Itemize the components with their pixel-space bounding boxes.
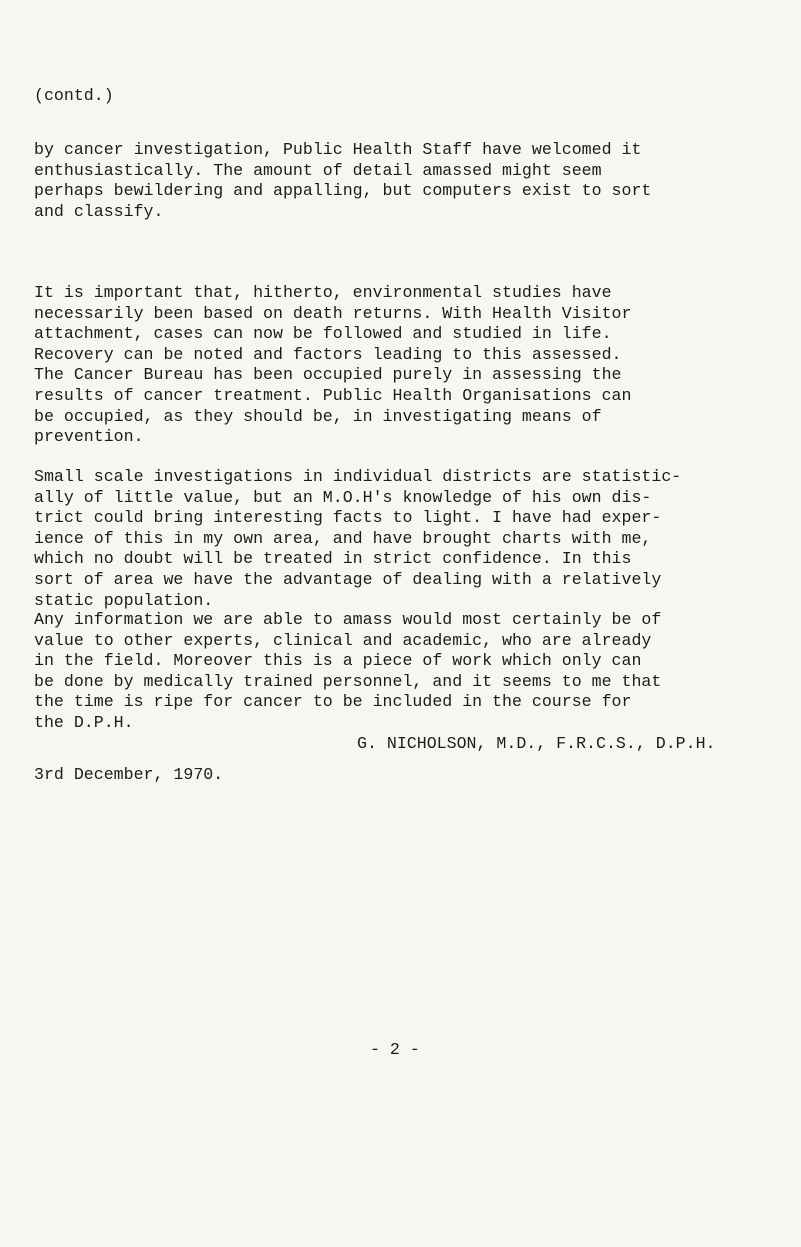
paragraph-4 <box>34 610 661 734</box>
page-number: - 2 - <box>370 1040 420 1059</box>
continued-label: (contd.) <box>34 86 114 105</box>
paragraph-1 <box>34 140 651 222</box>
paragraph-1-line-3: perhaps bewildering and appalling, but computers exist to sort <box>34 181 652 201</box>
paragraph-2-line-4: Recovery can be noted and factors leading to this assessed. <box>34 344 622 364</box>
paragraph-3 <box>34 467 681 611</box>
document-date: 3rd December, 1970. <box>34 765 224 784</box>
paragraph-2-line-6: results of cancer treatment. Public Health Organisations can <box>34 385 632 405</box>
paragraph-1-line-4: and classify. <box>34 201 164 221</box>
paragraph-1-line-2: enthusiastically. The amount of detail amassed might seem <box>34 160 602 180</box>
paragraph-2-line-2: necessarily been based on death returns. With Health Visitor <box>34 303 632 323</box>
paragraph-3-line-3: trict could bring interesting facts to light. I have had exper- <box>34 508 662 528</box>
paragraph-4-line-2: value to other experts, clinical and academic, who are already <box>34 630 652 650</box>
paragraph-3-line-2: ally of little value, but an M.O.H's knowledge of his own dis- <box>34 487 652 507</box>
paragraph-3-line-1: Small scale investigations in individual districts are statistic- <box>34 467 682 486</box>
paragraph-3-line-7: static population. <box>34 590 214 610</box>
paragraph-2-line-5: The Cancer Bureau has been occupied purely in assessing the <box>34 365 622 385</box>
paragraph-2 <box>34 283 631 448</box>
author-signature: G. NICHOLSON, M.D., F.R.C.S., D.P.H. <box>357 734 716 753</box>
paragraph-3-line-6: sort of area we have the advantage of dealing with a relatively <box>34 569 662 589</box>
paragraph-4-line-3: in the field. Moreover this is a piece of work which only can <box>34 651 642 671</box>
paragraph-3-line-5: which no doubt will be treated in strict confidence. In this <box>34 549 632 569</box>
paragraph-2-line-3: attachment, cases can now be followed and studied in life. <box>34 324 612 344</box>
paragraph-4-line-6: the D.P.H. <box>34 712 134 732</box>
paragraph-4-line-4: be done by medically trained personnel, and it seems to me that <box>34 671 662 691</box>
paragraph-4-line-5: the time is ripe for cancer to be included in the course for <box>34 692 632 712</box>
paragraph-2-line-7: be occupied, as they should be, in investigating means of <box>34 406 602 426</box>
paragraph-3-line-4: ience of this in my own area, and have brought charts with me, <box>34 528 652 548</box>
paragraph-4-line-1: Any information we are able to amass would most certainly be of <box>34 610 662 629</box>
paragraph-2-line-1: It is important that, hitherto, environmental studies have <box>34 283 612 302</box>
paragraph-2-line-8: prevention. <box>34 427 144 447</box>
paragraph-1-line-1: by cancer investigation, Public Health Staff have welcomed it <box>34 140 642 159</box>
